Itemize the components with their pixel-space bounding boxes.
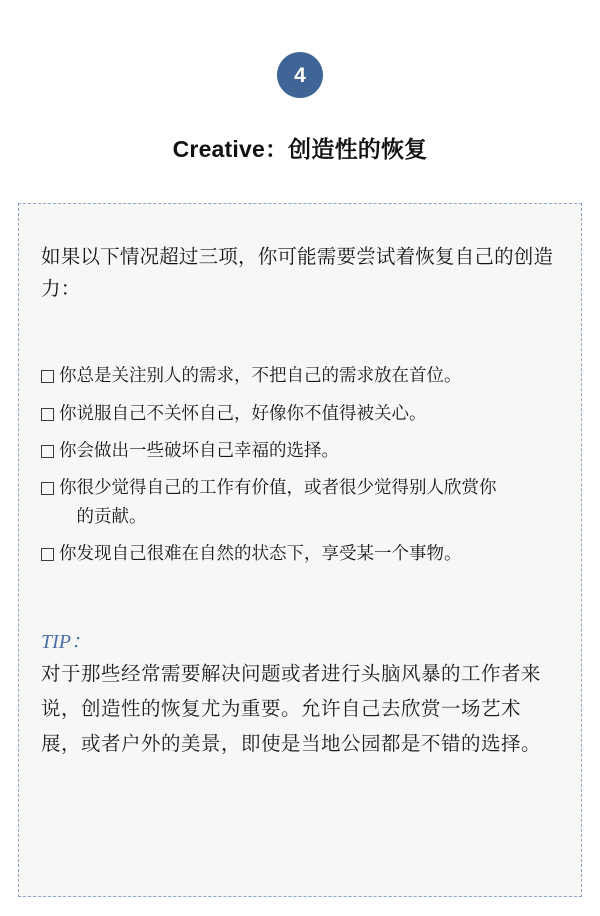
list-item[interactable] [41,399,559,427]
list-item[interactable] [41,361,559,389]
tip-label: TIP： [41,631,91,654]
list-item-label: 你发现自己很难在自然的状态下，享受某一个事物。 [59,542,462,563]
checklist [41,361,559,567]
list-item-label-line2: 的贡献。 [76,505,147,526]
list-item-label: 你说服自己不关怀自己，好像你不值得被关心。 [59,402,427,423]
section-badge-row [0,0,600,98]
list-item-label: 你总是关注别人的需求，不把自己的需求放在首位。 [59,365,462,386]
card-lead-text: 如果以下情况超过三项，你可能需要尝试着恢复自己的创造力： [41,246,554,300]
section-number-badge: 4 [277,52,323,98]
list-item[interactable] [41,539,559,567]
list-item-label: 你会做出一些破坏自己幸福的选择。 [59,439,339,460]
checkbox-icon[interactable] [41,445,54,458]
page-title: Creative：创造性的恢复 [172,136,428,162]
list-item-label-line1: 你很少觉得自己的工作有价值，或者很少觉得别人欣赏你 [59,477,497,498]
list-item-label [59,473,559,530]
list-item[interactable] [41,473,559,530]
list-item[interactable] [41,436,559,464]
tip-block [41,625,559,762]
checkbox-icon[interactable] [41,408,54,421]
checkbox-icon[interactable] [41,482,54,495]
tip-text: 对于那些经常需要解决问题或者进行头脑风暴的工作者来说，创造性的恢复尤为重要。允许自己去欣赏一场艺术展，或者户外的美景，即使是当地公园都是不错的选择。 [41,664,542,755]
checkbox-icon[interactable] [41,370,54,383]
content-card [18,203,582,897]
checkbox-icon[interactable] [41,548,54,561]
